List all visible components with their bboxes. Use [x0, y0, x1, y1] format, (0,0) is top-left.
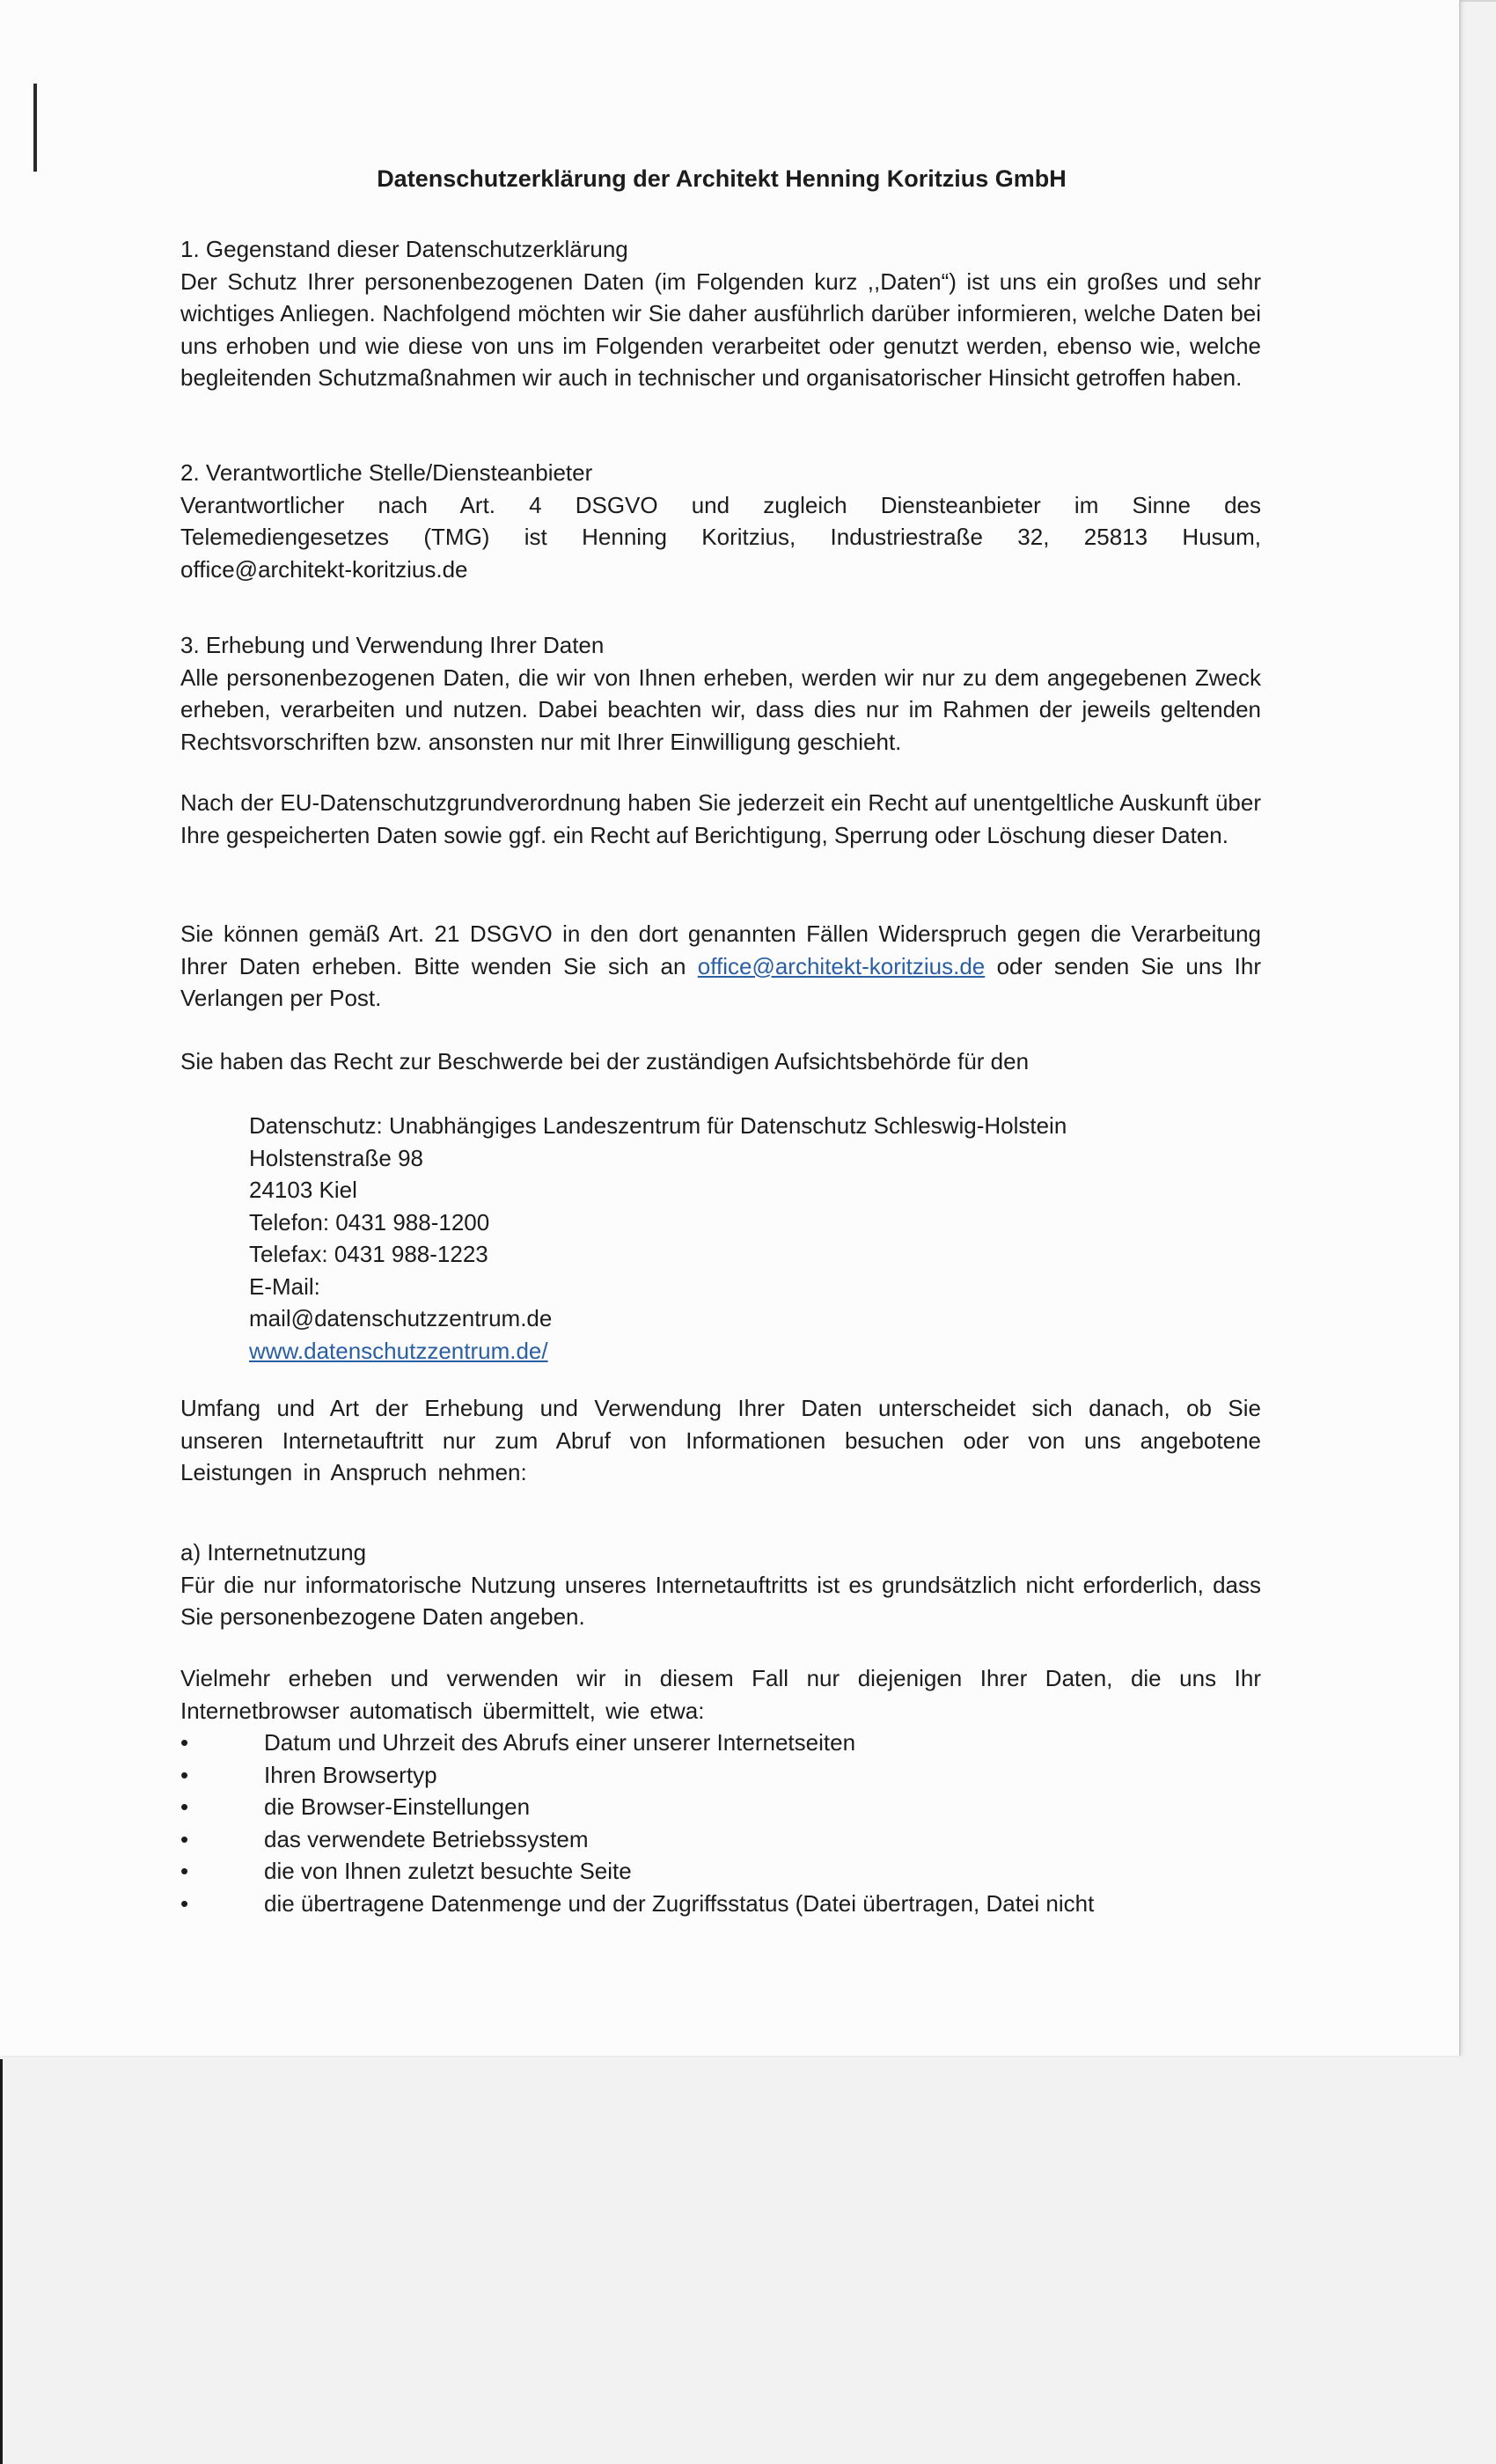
section-a: [180, 1536, 1261, 1633]
section-2: [180, 457, 1261, 585]
browser-data-paragraph: [180, 1662, 1261, 1919]
address-line-city: 24103 Kiel: [249, 1177, 357, 1203]
section-a-heading: a) Internetnutzung: [180, 1539, 367, 1566]
address-line-phone: Telefon: 0431 988-1200: [249, 1208, 490, 1236]
list-item: • die von Ihnen zuletzt besuchte Seite: [180, 1855, 1261, 1888]
objection-text-start: Sie können gemäß Art. 21 DSGVO in den dort genannten Fällen Widerspruch gegen die Verarbeitung Ihrer Daten erheben. Bitte wenden Sie sich an: [180, 920, 1261, 979]
section-1-text: Der Schutz Ihrer personenbezogenen Daten (im Folgenden kurz ,,Daten“) ist uns ein großes und sehr wichtiges Anliegen. Nachfolgend möchten wir Sie daher ausführlich darüber informieren, welche Daten bei uns erhoben und wie diese von uns im Folgenden verarbeitet oder genutzt werden, ebenso wie, welche begleitenden Schutzmaßnahmen wir auch in technischer und organisatorischer Hinsicht getroffen haben.: [180, 268, 1261, 391]
scope-paragraph: [180, 1392, 1261, 1489]
section-a-text: Für die nur informatorische Nutzung unseres Internetauftritts ist es grundsätzlich nicht erforderlich, dass Sie personenbezogene Daten angeben.: [180, 1571, 1261, 1630]
authority-website-link[interactable]: www.datenschutzzentrum.de/: [249, 1337, 548, 1364]
address-line-email-label: E-Mail:: [249, 1272, 320, 1300]
authority-address: [249, 1110, 1217, 1367]
rights-paragraph: [180, 787, 1261, 851]
address-line-email: mail@datenschutzzentrum.de: [249, 1305, 553, 1331]
list-item: • Datum und Uhrzeit des Abrufs einer unserer Internetseiten: [180, 1727, 1261, 1759]
section-1-heading: 1. Gegenstand dieser Datenschutzerklärung: [180, 236, 628, 262]
browser-data-text: Vielmehr erheben und verwenden wir in diesem Fall nur diejenigen Ihrer Daten, die uns Ihr Internetbrowser automatisch übermittelt, wie etwa:: [180, 1665, 1261, 1724]
section-3-text: Alle personenbezogenen Daten, die wir von Ihnen erheben, werden wir nur zu dem angegebenen Zweck erheben, verarbeiten und nutzen. Dabei beachten wir, dass dies nur im Rahmen der jeweils geltenden Rechtsvorschriften bzw. ansonsten nur mit Ihrer Einwilligung geschieht.: [180, 664, 1261, 755]
office-email-link[interactable]: office@architekt-koritzius.de: [697, 952, 986, 979]
address-line-authority: Datenschutz: Unabhängiges Landeszentrum für Datenschutz Schleswig-Holstein: [249, 1112, 1067, 1139]
objection-paragraph: [180, 918, 1261, 1015]
section-2-heading: 2. Verantwortliche Stelle/Diensteanbieter: [180, 459, 593, 486]
address-line-street: Holstenstraße 98: [249, 1144, 423, 1171]
scan-margin-mark: [33, 84, 37, 172]
rights-text: Nach der EU-Datenschutzgrundverordnung haben Sie jederzeit ein Recht auf unentgeltliche Auskunft über Ihre gespeicherten Daten sowie ggf. ein Recht auf Berichtigung, Sperrung oder Löschung dieser Daten.: [180, 789, 1261, 848]
document-title: Datenschutzerklärung der Architekt Henning Koritzius GmbH: [377, 165, 1067, 192]
complaint-paragraph: [180, 1045, 1261, 1078]
section-2-text: Verantwortlicher nach Art. 4 DSGVO und zugleich Diensteanbieter im Sinne des Telemediengesetzes (TMG) ist Henning Koritzius, Industriestraße 32, 25813 Husum, office@architekt-koritzius.de: [180, 491, 1261, 583]
section-3: [180, 629, 1261, 758]
objection-text-end: oder senden Sie uns Ihr Verlangen per Post.: [180, 952, 1261, 1011]
list-item: • die Browser-Einstellungen: [180, 1791, 1261, 1823]
browser-data-list: [180, 1727, 1261, 1919]
section-3-heading: 3. Erhebung und Verwendung Ihrer Daten: [180, 632, 605, 658]
section-1: [180, 233, 1261, 394]
address-line-fax: Telefax: 0431 988-1223: [249, 1241, 488, 1267]
complaint-text: Sie haben das Recht zur Beschwerde bei der zuständigen Aufsichtsbehörde für den: [180, 1048, 1030, 1074]
scan-bottom-edge: [0, 2059, 3, 2464]
list-item: • Ihren Browsertyp: [180, 1759, 1261, 1792]
list-item: • die übertragene Datenmenge und der Zugriffsstatus (Datei übertragen, Datei nicht: [180, 1888, 1261, 1920]
list-item: • das verwendete Betriebssystem: [180, 1823, 1261, 1856]
scope-text: Umfang und Art der Erhebung und Verwendung Ihrer Daten unterscheidet sich danach, ob Sie unseren Internetauftritt nur zum Abruf von Informationen besuchen oder von uns angebotene Leistungen in Anspruch nehmen:: [180, 1395, 1261, 1485]
